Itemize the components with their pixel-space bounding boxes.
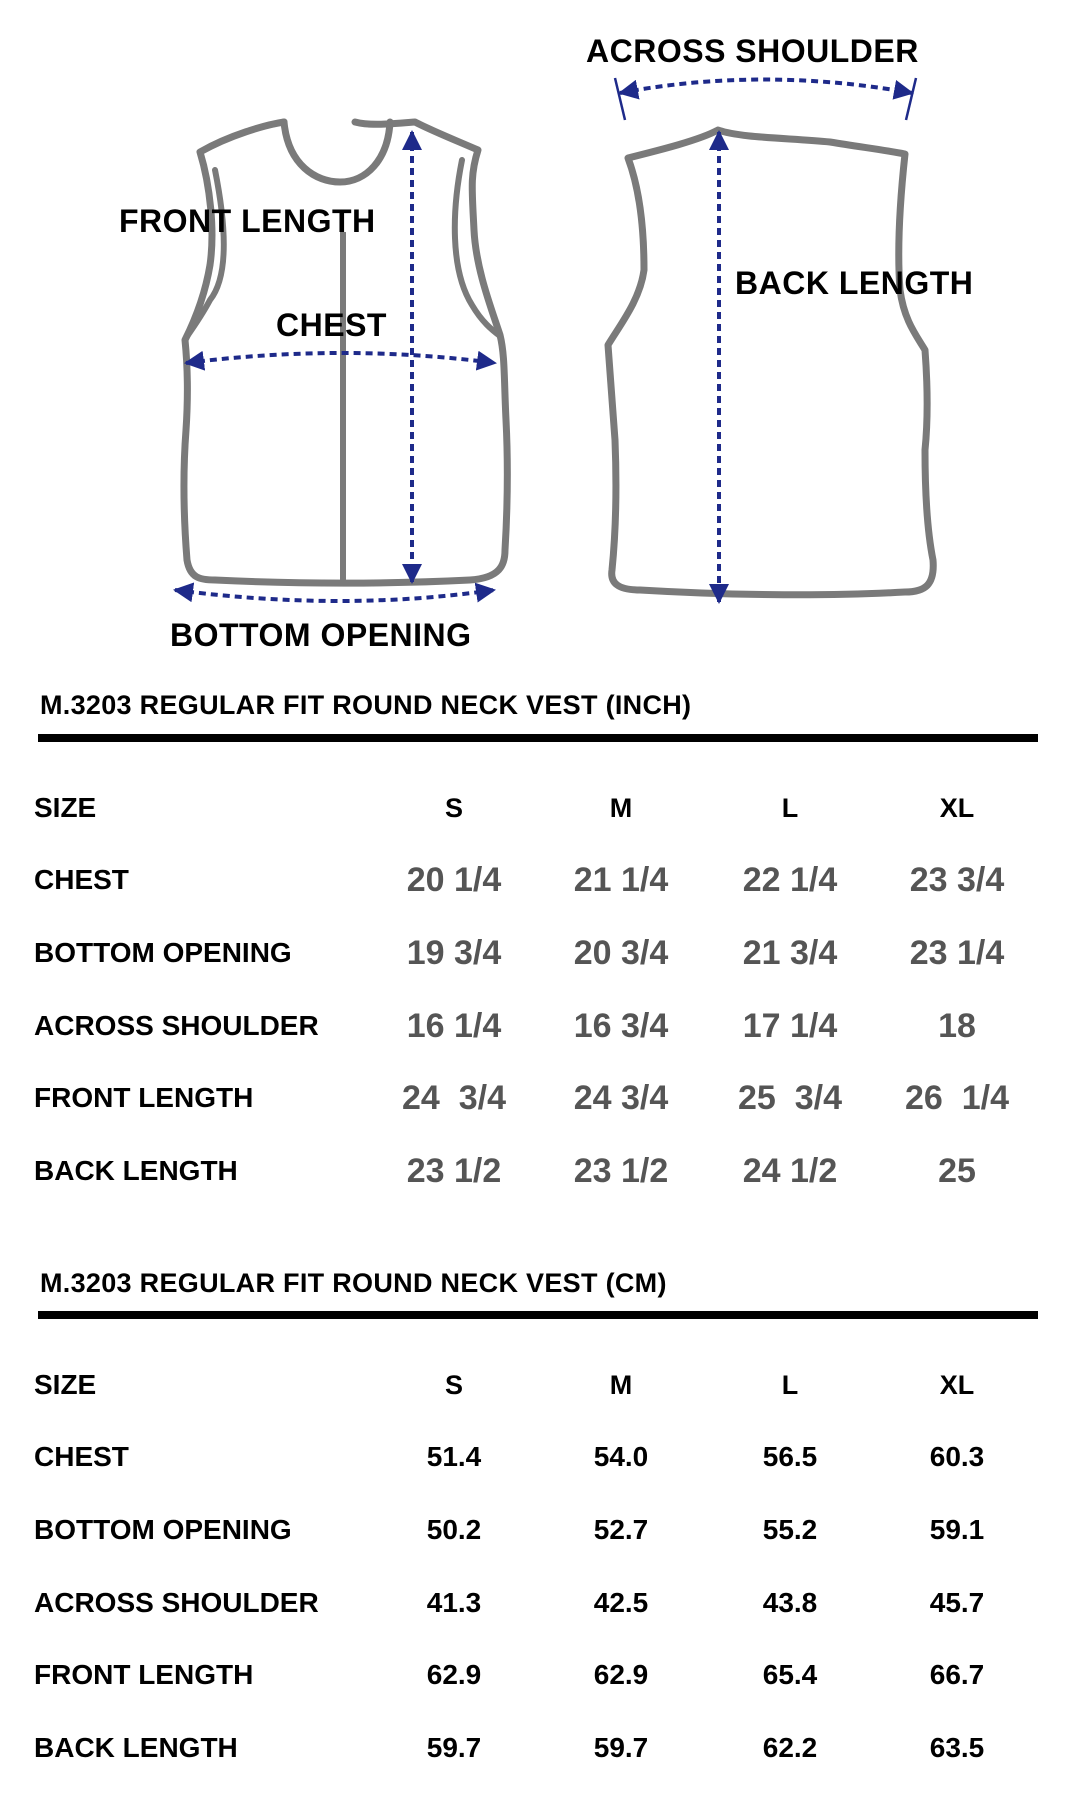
- shoulder-right-tick: [906, 78, 916, 120]
- table-cell: 51.4: [426, 1441, 482, 1472]
- row-label: CHEST: [34, 864, 129, 895]
- row-label: BACK LENGTH: [34, 1155, 238, 1186]
- cm-title-rule: [38, 1311, 1038, 1319]
- size-m-header: M: [609, 1370, 633, 1400]
- table-cell: 16 3/4: [573, 1007, 669, 1045]
- table-cell: 25 3/4: [738, 1079, 842, 1117]
- table-cell: 45.7: [929, 1587, 985, 1618]
- table-cell: 65.4: [762, 1659, 818, 1690]
- size-header: SIZE: [34, 792, 97, 823]
- chest-label: CHEST: [276, 307, 387, 343]
- table-row: [0, 1655, 1067, 1695]
- size-l-header: L: [781, 793, 799, 823]
- inch-title-rule: [38, 734, 1038, 742]
- table-cell: 16 1/4: [406, 1007, 502, 1045]
- row-label: ACROSS SHOULDER: [34, 1587, 319, 1618]
- table-cell: 21 3/4: [742, 934, 838, 972]
- table-cell: 66.7: [929, 1659, 985, 1690]
- table-cell: 24 1/2: [742, 1152, 838, 1190]
- row-label: FRONT LENGTH: [34, 1659, 254, 1690]
- table-row: [0, 933, 1067, 973]
- table-cell: 60.3: [929, 1441, 985, 1472]
- table-cell: 24 3/4: [402, 1079, 506, 1117]
- size-m-header: M: [609, 793, 633, 823]
- table-row: [0, 1583, 1067, 1623]
- table-cell: 54.0: [593, 1441, 649, 1472]
- front-length-label: FRONT LENGTH: [119, 203, 376, 239]
- front-vest-illustration: [119, 122, 507, 653]
- back-vest-outline: [608, 130, 933, 595]
- table-cell: 50.2: [426, 1514, 482, 1545]
- table-cell: 19 3/4: [406, 934, 502, 972]
- size-s-header: S: [444, 793, 463, 823]
- row-label: CHEST: [34, 1441, 129, 1472]
- table-cell: 17 1/4: [742, 1007, 838, 1045]
- table-cell: 23 3/4: [909, 861, 1005, 899]
- table-cell: 59.7: [426, 1732, 482, 1763]
- size-l-header: L: [781, 1370, 799, 1400]
- table-header-row: [0, 1365, 1067, 1405]
- table-cell: 24 3/4: [573, 1079, 669, 1117]
- size-s-header: S: [444, 1370, 463, 1400]
- table-row: [0, 1510, 1067, 1550]
- table-cell: 23 1/2: [406, 1152, 502, 1190]
- inch-table-title: M.3203 REGULAR FIT ROUND NECK VEST (INCH): [40, 690, 692, 720]
- back-vest-illustration: [586, 33, 973, 602]
- table-cell: 43.8: [762, 1587, 818, 1618]
- table-cell: 62.9: [426, 1659, 482, 1690]
- bottom-opening-label: BOTTOM OPENING: [170, 617, 472, 653]
- table-cell: 41.3: [426, 1587, 482, 1618]
- table-row: [0, 1728, 1067, 1768]
- table-cell: 59.1: [929, 1514, 985, 1545]
- table-cell: 63.5: [929, 1732, 985, 1763]
- table-cell: 59.7: [593, 1732, 649, 1763]
- table-cell: 26 1/4: [905, 1079, 1009, 1117]
- table-cell: 23 1/4: [909, 934, 1005, 972]
- row-label: ACROSS SHOULDER: [34, 1010, 319, 1041]
- size-header: SIZE: [34, 1369, 97, 1400]
- table-cell: 20 3/4: [573, 934, 669, 972]
- table-row: [0, 1006, 1067, 1046]
- table-cell: 20 1/4: [406, 861, 502, 899]
- table-cell: 42.5: [593, 1587, 649, 1618]
- across-shoulder-arrow: [620, 80, 912, 94]
- across-shoulder-label: ACROSS SHOULDER: [586, 33, 919, 69]
- row-label: FRONT LENGTH: [34, 1082, 254, 1113]
- table-cell: 62.2: [762, 1732, 818, 1763]
- table-cell: 52.7: [593, 1514, 649, 1545]
- table-cell: 55.2: [762, 1514, 818, 1545]
- row-label: BACK LENGTH: [34, 1732, 238, 1763]
- table-header-row: [0, 788, 1067, 828]
- table-row: [0, 860, 1067, 900]
- table-cell: 62.9: [593, 1659, 649, 1690]
- table-cell: 22 1/4: [742, 861, 838, 899]
- cm-table-title: M.3203 REGULAR FIT ROUND NECK VEST (CM): [40, 1268, 667, 1298]
- table-cell: 21 1/4: [573, 861, 669, 899]
- front-neckline: [284, 122, 390, 182]
- table-row: [0, 1437, 1067, 1477]
- vest-measurement-diagram: [0, 0, 1067, 660]
- size-xl-header: XL: [939, 793, 975, 823]
- table-cell: 23 1/2: [573, 1152, 669, 1190]
- table-cell: 56.5: [762, 1441, 818, 1472]
- back-length-label: BACK LENGTH: [735, 265, 974, 301]
- size-xl-header: XL: [939, 1370, 975, 1400]
- row-label: BOTTOM OPENING: [34, 1514, 292, 1545]
- row-label: BOTTOM OPENING: [34, 937, 292, 968]
- table-cell: 25: [938, 1152, 976, 1190]
- table-row: [0, 1151, 1067, 1191]
- shoulder-left-tick: [615, 78, 625, 120]
- bottom-opening-arrow: [175, 590, 494, 601]
- table-row: [0, 1078, 1067, 1118]
- table-cell: 18: [938, 1007, 976, 1045]
